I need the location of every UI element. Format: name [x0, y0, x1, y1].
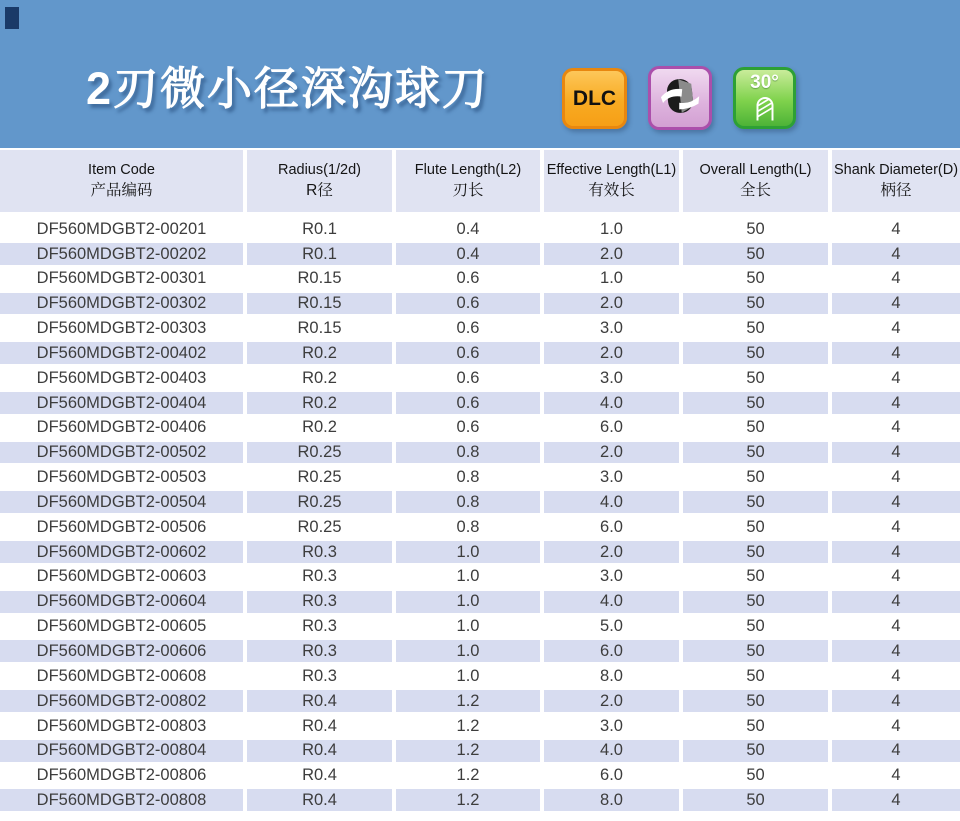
table-cell: 50	[681, 589, 830, 614]
table-row	[0, 515, 960, 540]
table-cell: 3.0	[542, 316, 681, 341]
table-row	[0, 713, 960, 738]
table-cell: 0.6	[394, 366, 542, 391]
table-cell: R0.4	[245, 689, 394, 714]
table-cell: 4.0	[542, 589, 681, 614]
table-cell: R0.15	[245, 266, 394, 291]
table-cell: 5.0	[542, 614, 681, 639]
table-row	[0, 763, 960, 788]
column-header-overall-length: Overall Length(L) 全长	[681, 150, 830, 215]
table-cell: DF560MDGBT2-00608	[0, 664, 245, 689]
table-cell: DF560MDGBT2-00201	[0, 215, 245, 241]
table-cell: R0.25	[245, 515, 394, 540]
table-cell: 2.0	[542, 440, 681, 465]
table-cell: 4	[830, 415, 960, 440]
table-cell: 4	[830, 465, 960, 490]
table-cell: R0.3	[245, 639, 394, 664]
table-cell: 50	[681, 614, 830, 639]
table-cell: 0.6	[394, 341, 542, 366]
helix-angle-badge	[733, 67, 796, 129]
table-cell: 1.0	[394, 664, 542, 689]
table-cell: 50	[681, 266, 830, 291]
table-row	[0, 589, 960, 614]
table-row	[0, 215, 960, 241]
table-cell: 50	[681, 713, 830, 738]
table-cell: R0.4	[245, 788, 394, 813]
table-cell: 2.0	[542, 539, 681, 564]
table-cell: 50	[681, 515, 830, 540]
table-cell: 3.0	[542, 713, 681, 738]
table-cell: DF560MDGBT2-00301	[0, 266, 245, 291]
table-cell: DF560MDGBT2-00803	[0, 713, 245, 738]
table-cell: DF560MDGBT2-00402	[0, 341, 245, 366]
table-cell: 4	[830, 490, 960, 515]
table-cell: 4	[830, 639, 960, 664]
table-cell: DF560MDGBT2-00806	[0, 763, 245, 788]
ball-nose-cutter-badge	[648, 66, 712, 130]
table-cell: 1.0	[394, 639, 542, 664]
table-cell: DF560MDGBT2-00502	[0, 440, 245, 465]
table-cell: 6.0	[542, 763, 681, 788]
dlc-coating-badge	[562, 68, 627, 129]
badge-group	[0, 0, 960, 148]
table-cell: 50	[681, 763, 830, 788]
table-row	[0, 316, 960, 341]
table-cell: 8.0	[542, 664, 681, 689]
table-cell: R0.4	[245, 738, 394, 763]
table-cell: 1.0	[394, 614, 542, 639]
table-cell: 4.0	[542, 490, 681, 515]
table-cell: 50	[681, 689, 830, 714]
table-cell: 8.0	[542, 788, 681, 813]
table-cell: DF560MDGBT2-00504	[0, 490, 245, 515]
table-cell: R0.25	[245, 490, 394, 515]
table-cell: 4	[830, 689, 960, 714]
table-cell: R0.2	[245, 390, 394, 415]
table-cell: 50	[681, 664, 830, 689]
table-cell: DF560MDGBT2-00602	[0, 539, 245, 564]
table-row	[0, 241, 960, 266]
column-header-radius: Radius(1/2d) R径	[245, 150, 394, 215]
table-cell: 1.2	[394, 738, 542, 763]
table-cell: 50	[681, 291, 830, 316]
table-cell: DF560MDGBT2-00603	[0, 564, 245, 589]
table-cell: R0.25	[245, 465, 394, 490]
table-cell: 1.2	[394, 788, 542, 813]
column-header-effective-length: Effective Length(L1) 有效长	[542, 150, 681, 215]
table-cell: 4	[830, 515, 960, 540]
table-cell: DF560MDGBT2-00404	[0, 390, 245, 415]
table-cell: 4	[830, 316, 960, 341]
table-cell: R0.4	[245, 763, 394, 788]
table-cell: 2.0	[542, 689, 681, 714]
table-cell: 4	[830, 341, 960, 366]
table-row	[0, 614, 960, 639]
table-row	[0, 788, 960, 813]
table-cell: 3.0	[542, 564, 681, 589]
table-cell: R0.3	[245, 539, 394, 564]
table-cell: R0.25	[245, 440, 394, 465]
table-cell: DF560MDGBT2-00604	[0, 589, 245, 614]
table-cell: 4	[830, 266, 960, 291]
table-row	[0, 390, 960, 415]
table-cell: 0.8	[394, 490, 542, 515]
table-cell: 50	[681, 440, 830, 465]
table-cell: 50	[681, 366, 830, 391]
dlc-badge-label: DLC	[572, 86, 617, 110]
table-header	[0, 150, 960, 215]
table-cell: 50	[681, 316, 830, 341]
table-row	[0, 440, 960, 465]
table-cell: R0.15	[245, 316, 394, 341]
table-cell: 2.0	[542, 241, 681, 266]
table-cell: 4	[830, 664, 960, 689]
table-cell: DF560MDGBT2-00802	[0, 689, 245, 714]
table-cell: 0.4	[394, 215, 542, 241]
table-cell: DF560MDGBT2-00302	[0, 291, 245, 316]
table-row	[0, 465, 960, 490]
table-cell: R0.3	[245, 564, 394, 589]
table-cell: 4	[830, 390, 960, 415]
table-cell: DF560MDGBT2-00202	[0, 241, 245, 266]
table-cell: 50	[681, 390, 830, 415]
table-cell: 1.0	[394, 589, 542, 614]
table-cell: 1.0	[542, 266, 681, 291]
table-cell: 0.6	[394, 266, 542, 291]
helix-angle-label: 30°	[750, 72, 779, 93]
table-cell: 0.4	[394, 241, 542, 266]
column-header-shank-diameter: Shank Diameter(D) 柄径	[830, 150, 960, 215]
table-cell: R0.4	[245, 713, 394, 738]
table-row	[0, 639, 960, 664]
table-cell: DF560MDGBT2-00606	[0, 639, 245, 664]
table-cell: 50	[681, 465, 830, 490]
table-cell: 50	[681, 490, 830, 515]
table-cell: 0.6	[394, 316, 542, 341]
table-cell: DF560MDGBT2-00406	[0, 415, 245, 440]
table-cell: 0.6	[394, 415, 542, 440]
table-cell: 4	[830, 215, 960, 241]
table-cell: 4.0	[542, 390, 681, 415]
table-cell: DF560MDGBT2-00403	[0, 366, 245, 391]
table-cell: 4.0	[542, 738, 681, 763]
table-cell: 4	[830, 614, 960, 639]
table-cell: DF560MDGBT2-00503	[0, 465, 245, 490]
table-cell: 1.2	[394, 689, 542, 714]
table-cell: 50	[681, 738, 830, 763]
table-row	[0, 738, 960, 763]
table-cell: 6.0	[542, 639, 681, 664]
table-row	[0, 415, 960, 440]
table-cell: 2.0	[542, 291, 681, 316]
table-cell: 0.8	[394, 440, 542, 465]
table-cell: 50	[681, 788, 830, 813]
table-row	[0, 564, 960, 589]
table-cell: R0.1	[245, 241, 394, 266]
table-cell: 4	[830, 589, 960, 614]
spec-table	[0, 150, 960, 814]
table-cell: 50	[681, 215, 830, 241]
table-cell: 4	[830, 241, 960, 266]
table-row	[0, 341, 960, 366]
table-row	[0, 266, 960, 291]
table-cell: R0.2	[245, 341, 394, 366]
table-cell: 6.0	[542, 515, 681, 540]
table-cell: 4	[830, 539, 960, 564]
table-cell: 50	[681, 241, 830, 266]
table-cell: 0.6	[394, 390, 542, 415]
table-cell: R0.2	[245, 415, 394, 440]
table-cell: 50	[681, 341, 830, 366]
table-cell: 4	[830, 788, 960, 813]
table-cell: R0.15	[245, 291, 394, 316]
table-cell: R0.1	[245, 215, 394, 241]
table-row	[0, 490, 960, 515]
table-cell: R0.3	[245, 589, 394, 614]
table-cell: 3.0	[542, 465, 681, 490]
table-row	[0, 291, 960, 316]
table-row	[0, 689, 960, 714]
table-cell: 3.0	[542, 366, 681, 391]
table-cell: DF560MDGBT2-00303	[0, 316, 245, 341]
table-cell: 4	[830, 366, 960, 391]
table-cell: DF560MDGBT2-00808	[0, 788, 245, 813]
table-cell: 4	[830, 291, 960, 316]
table-cell: 1.0	[394, 564, 542, 589]
table-cell: R0.2	[245, 366, 394, 391]
table-row	[0, 664, 960, 689]
page-banner	[0, 0, 960, 148]
page-title: 2刃微小径深沟球刀	[86, 63, 490, 114]
table-cell: DF560MDGBT2-00605	[0, 614, 245, 639]
ball-nose-cutter-icon	[658, 73, 702, 124]
table-cell: DF560MDGBT2-00804	[0, 738, 245, 763]
table-cell: 0.6	[394, 291, 542, 316]
table-cell: 50	[681, 639, 830, 664]
table-cell: 1.2	[394, 763, 542, 788]
table-row	[0, 539, 960, 564]
table-cell: 4	[830, 763, 960, 788]
tool-profile-icon	[750, 92, 780, 127]
table-cell: 4	[830, 738, 960, 763]
table-cell: DF560MDGBT2-00506	[0, 515, 245, 540]
table-cell: 50	[681, 564, 830, 589]
table-cell: 0.8	[394, 465, 542, 490]
table-cell: 0.8	[394, 515, 542, 540]
table-cell: 1.0	[542, 215, 681, 241]
table-body	[0, 215, 960, 813]
table-row	[0, 366, 960, 391]
table-cell: 1.0	[394, 539, 542, 564]
table-cell: R0.3	[245, 614, 394, 639]
table-cell: R0.3	[245, 664, 394, 689]
column-header-item-code: Item Code 产品编码	[0, 150, 245, 215]
table-cell: 1.2	[394, 713, 542, 738]
table-cell: 50	[681, 539, 830, 564]
table-cell: 4	[830, 713, 960, 738]
table-cell: 4	[830, 564, 960, 589]
table-cell: 2.0	[542, 341, 681, 366]
table-cell: 4	[830, 440, 960, 465]
table-cell: 6.0	[542, 415, 681, 440]
table-cell: 50	[681, 415, 830, 440]
column-header-flute-length: Flute Length(L2) 刃长	[394, 150, 542, 215]
